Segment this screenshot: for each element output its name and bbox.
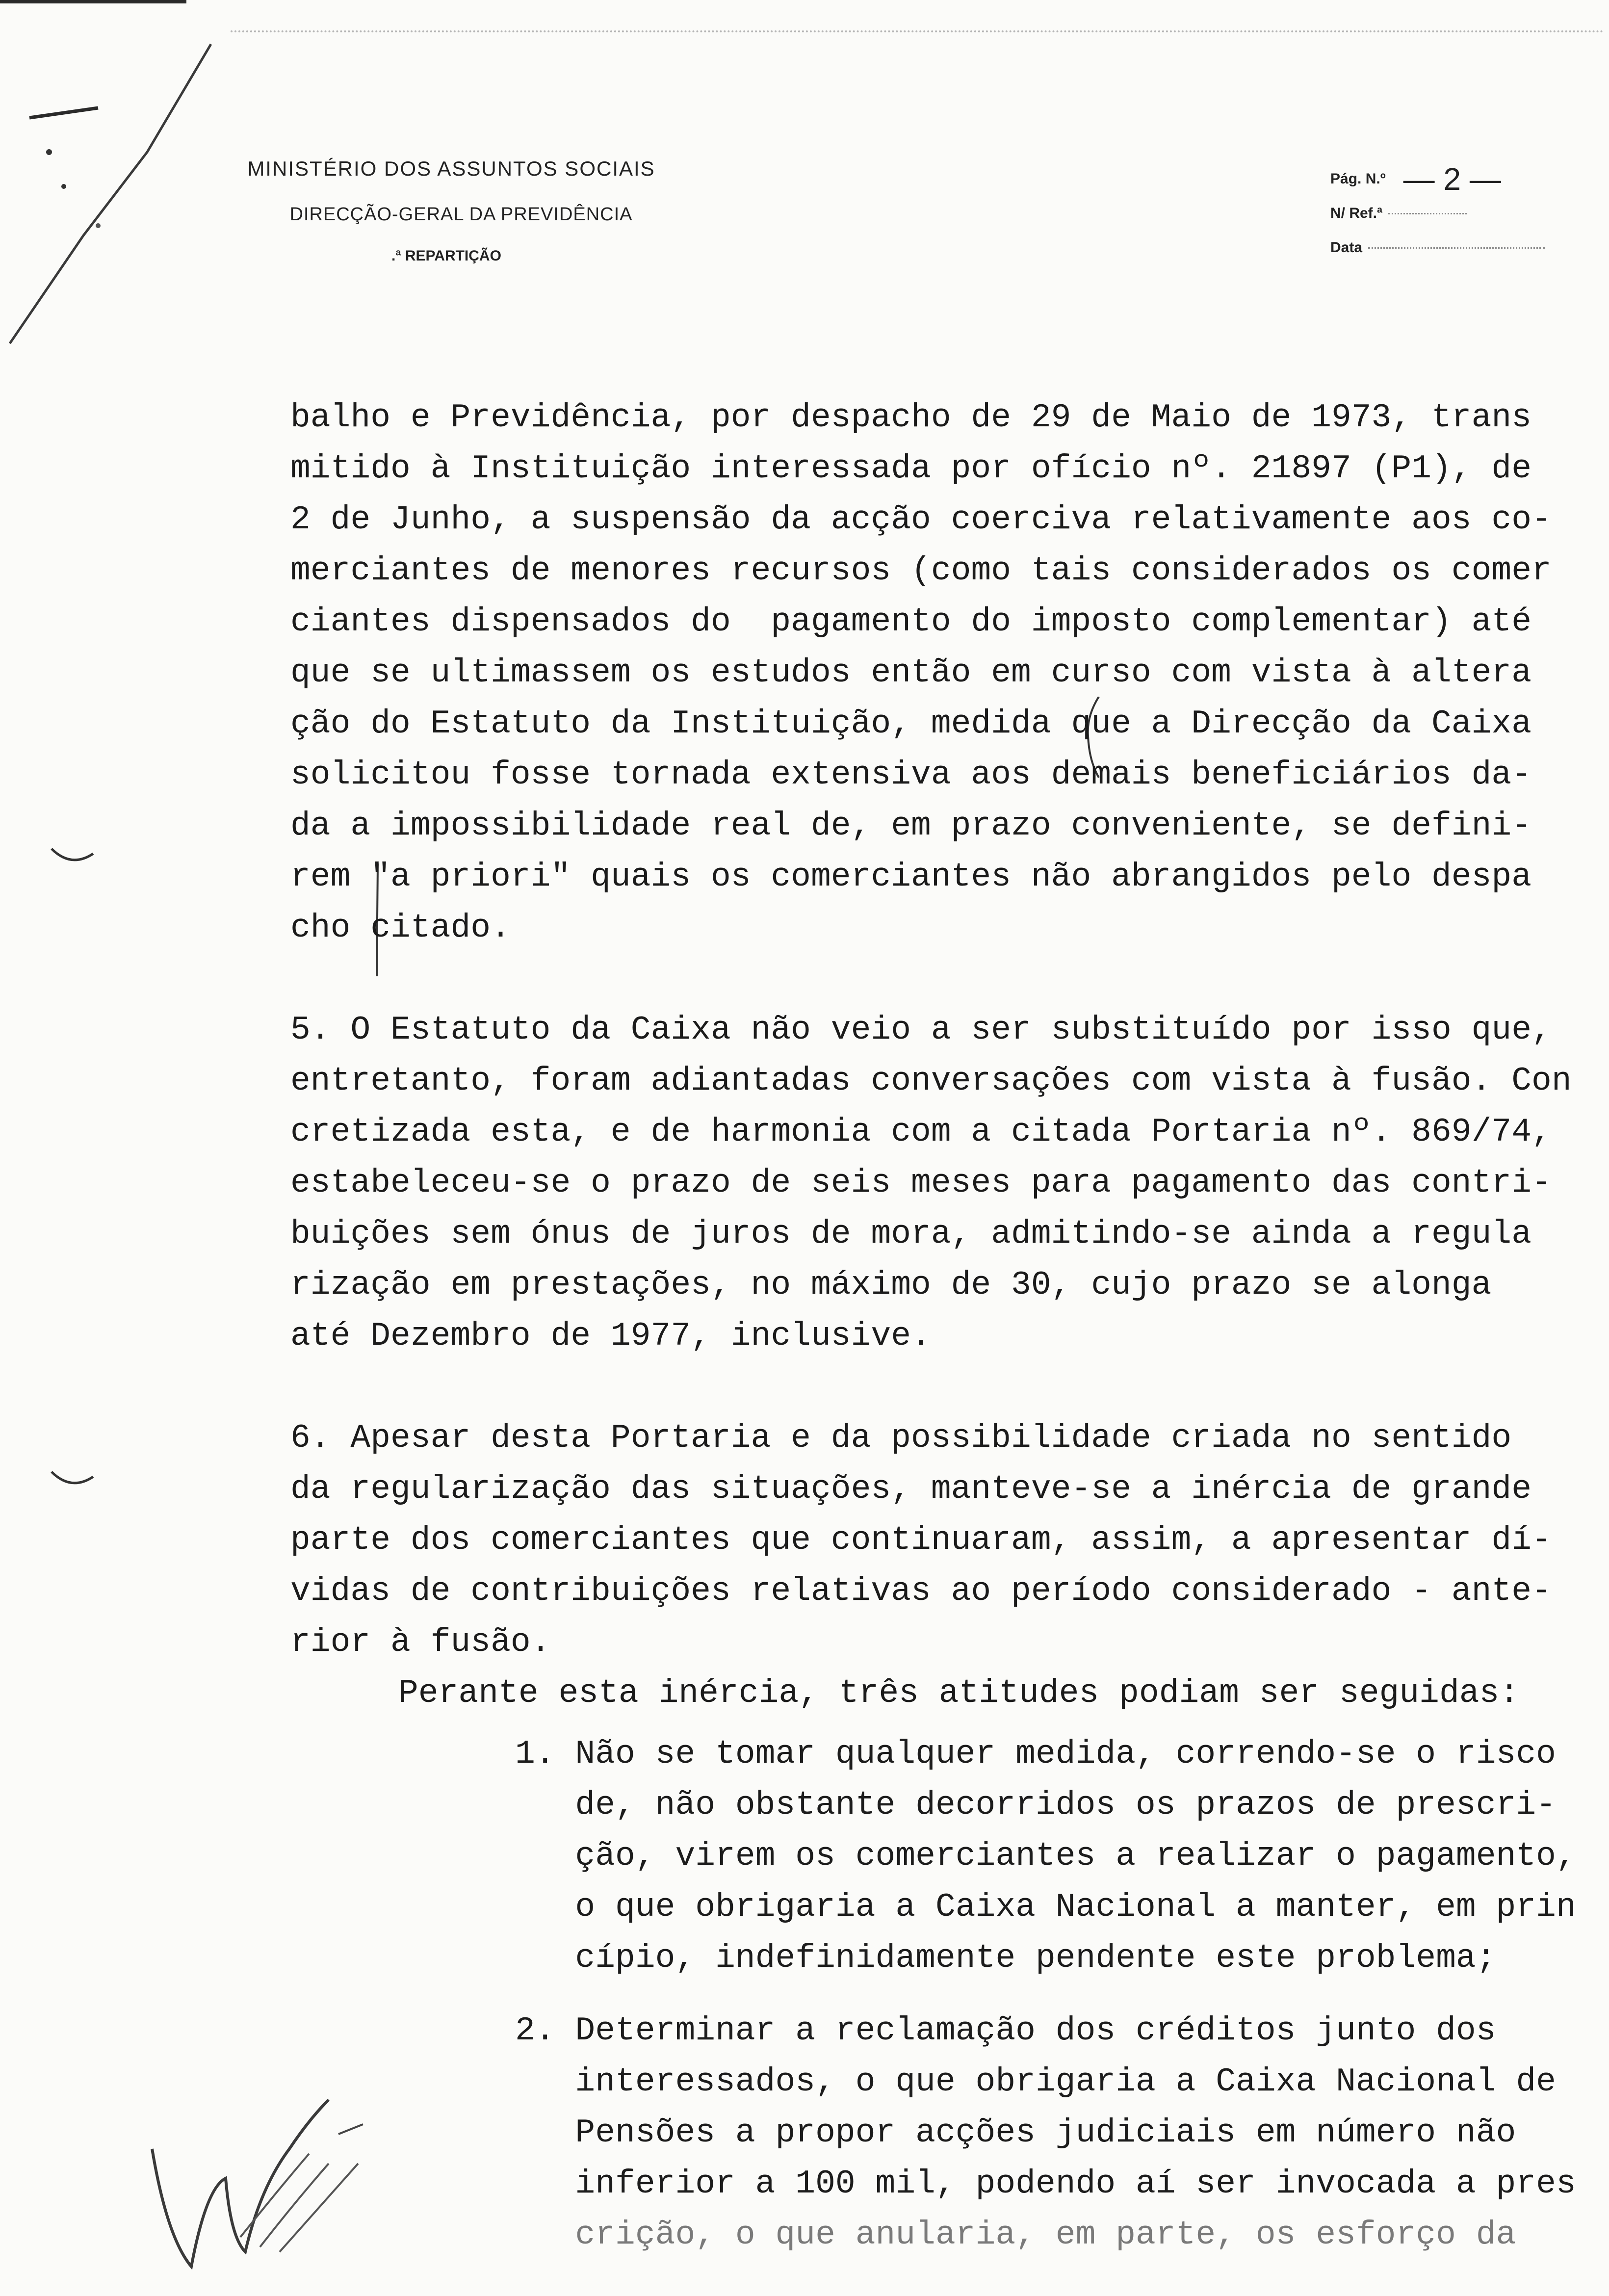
text-line: cho citado.	[290, 909, 511, 947]
text-line: da regularização das situações, manteve-se a inércia de grande	[290, 1470, 1532, 1508]
date-dotted-field	[1368, 247, 1545, 249]
text-line: rior à fusão.	[290, 1623, 551, 1661]
margin-bracket-mark	[49, 844, 98, 873]
text-line: da a impossibilidade real de, em prazo conveniente, se defini-	[290, 807, 1532, 845]
text-line: ção do Estatuto da Instituição, medida que a Direcção da Caixa	[290, 705, 1532, 743]
section-name: .ª REPARTIÇÃO	[391, 248, 501, 264]
paragraph-6	[290, 1413, 1585, 1719]
text-line: 6. Apesar desta Portaria e da possibilidade criada no sentido	[290, 1419, 1512, 1457]
letterhead	[191, 157, 711, 264]
text-line: entretanto, foram adiantadas conversações com vista à fusão. Con	[290, 1062, 1572, 1100]
text-line: vidas de contribuições relativas ao período considerado - ante-	[290, 1572, 1552, 1610]
text-line: balho e Previdência, por despacho de 29 de Maio de 1973, trans	[290, 399, 1532, 437]
text-line: ção, virem os comerciantes a realizar o pagamento,	[515, 1837, 1576, 1875]
ref-dotted-field	[1388, 212, 1467, 214]
text-line: o que obrigaria a Caixa Nacional a manter, em prin	[515, 1888, 1576, 1926]
paragraph-5	[290, 1005, 1585, 1362]
text-line: estabeleceu-se o prazo de seis meses para pagamento das contri-	[290, 1164, 1552, 1202]
text-line: merciantes de menores recursos (como tais considerados os comer	[290, 552, 1552, 590]
top-rule	[0, 0, 186, 3]
list-item-1	[515, 1729, 1609, 1984]
directorate-name: DIRECÇÃO-GERAL DA PREVIDÊNCIA	[289, 204, 633, 225]
text-line: solicitou fosse tornada extensiva aos demais beneficiários da-	[290, 756, 1532, 794]
intro-line: Perante esta inércia, três atitudes podiam ser seguidas:	[398, 1674, 1520, 1712]
text-line: interessados, o que obrigaria a Caixa Nacional de	[515, 2063, 1556, 2101]
text-line: cípio, indefinidamente pendente este problema;	[515, 1939, 1496, 1977]
list-item-2	[515, 2006, 1609, 2261]
margin-bracket-mark	[49, 1467, 98, 1496]
text-line: que se ultimassem os estudos então em curso com vista à altera	[290, 654, 1532, 692]
top-dotted-line	[231, 30, 1604, 32]
margin-slash-mark	[0, 39, 216, 353]
ministry-name: MINISTÉRIO DOS ASSUNTOS SOCIAIS	[247, 157, 655, 180]
text-line: 2 de Junho, a suspensão da acção coerciva relativamente aos co-	[290, 501, 1552, 539]
text-line: cretizada esta, e de harmonia com a citada Portaria nº. 869/74,	[290, 1113, 1552, 1151]
text-line: ciantes dispensados do pagamento do imposto complementar) até	[290, 603, 1532, 641]
signature-scribble	[132, 2090, 407, 2296]
text-line: crição, o que anularia, em parte, os esforço da	[515, 2216, 1516, 2254]
document-body	[290, 392, 1585, 1719]
text-line: rização em prestações, no máximo de 30, cujo prazo se alonga	[290, 1266, 1492, 1304]
page-label: Pág. N.º	[1330, 171, 1386, 187]
text-line: 2. Determinar a reclamação dos créditos junto dos	[515, 2012, 1496, 2050]
paragraph-continued	[290, 392, 1585, 954]
text-line: até Dezembro de 1977, inclusive.	[290, 1317, 931, 1355]
date-label: Data	[1330, 239, 1363, 256]
ref-label: N/ Ref.ª	[1330, 205, 1383, 221]
text-line: buições sem ónus de juros de mora, admitindo-se ainda a regula	[290, 1215, 1532, 1253]
text-line: inferior a 100 mil, podendo aí ser invocada a pres	[515, 2165, 1576, 2203]
date-row	[1330, 231, 1561, 265]
page-row	[1330, 162, 1561, 196]
page-number: — 2 —	[1403, 161, 1501, 197]
ref-row	[1330, 196, 1561, 231]
text-line: de, não obstante decorridos os prazos de prescri-	[515, 1786, 1556, 1824]
text-line: 5. O Estatuto da Caixa não veio a ser substituído por isso que,	[290, 1011, 1552, 1049]
text-line: parte dos comerciantes que continuaram, assim, a apresentar dí-	[290, 1521, 1552, 1559]
text-line: Pensões a propor acções judiciais em número não	[515, 2114, 1516, 2152]
text-line: rem "a priori" quais os comerciantes não abrangidos pelo despa	[290, 858, 1532, 896]
text-line: mitido à Instituição interessada por ofício nº. 21897 (P1), de	[290, 450, 1532, 488]
reference-block	[1330, 162, 1561, 265]
text-line: 1. Não se tomar qualquer medida, correndo-se o risco	[515, 1735, 1556, 1773]
